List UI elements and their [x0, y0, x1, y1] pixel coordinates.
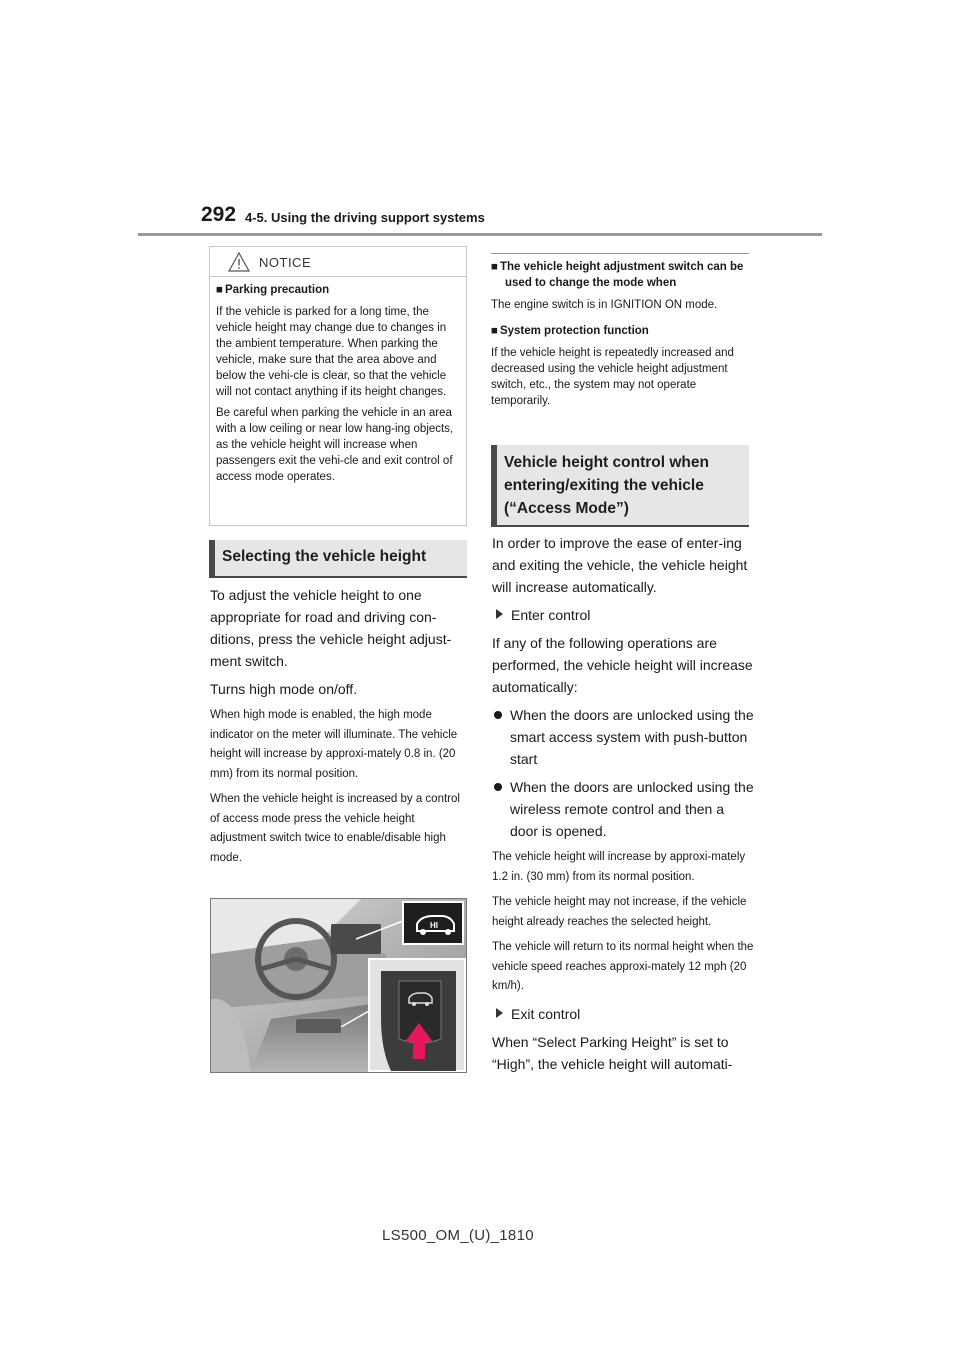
triangle-bullet-icon	[496, 609, 503, 619]
bullet-item-2: When the doors are unlocked using the wireless remote control and then a door is opened.	[492, 776, 754, 842]
header-divider	[138, 233, 822, 236]
access-mode-content	[492, 532, 754, 1081]
access-fine-3: The vehicle will return to its normal height when the vehicle speed reaches approxi-mately 12 mph (20 km/h).	[492, 941, 754, 992]
right-column-divider	[491, 253, 749, 254]
selecting-content	[210, 584, 468, 874]
note-paragraph-2: If the vehicle height is repeatedly increased and decreased using the vehicle height adjustment switch, etc., the system may not operate temporarily.	[491, 347, 734, 407]
selecting-paragraph-2: Turns high mode on/off.	[210, 681, 358, 697]
selecting-paragraph-1: To adjust the vehicle height to one appropriate for road and driving con-ditions, press the vehicle height adjust-ment switch.	[210, 587, 452, 669]
notice-label: NOTICE	[259, 255, 312, 270]
access-mode-heading: Vehicle height control when entering/exiting the vehicle (“Access Mode”)	[504, 454, 709, 517]
selecting-heading-bar	[209, 540, 467, 576]
selecting-heading-underline	[209, 576, 467, 578]
notice-paragraph-1: If the vehicle is parked for a long time, the vehicle height may change due to changes in the ambient temperature. When parking the vehicle, make sure that the area above and below the vehi-cle is clear, so that the vehicle will not contact anything if its height changes.	[216, 306, 447, 398]
bullet-dot-icon	[494, 711, 502, 719]
triangle-bullet-icon	[496, 1008, 503, 1018]
enter-control-label: Enter control	[492, 604, 754, 626]
access-mode-heading-underline	[491, 525, 749, 527]
bullet-dot-icon	[494, 783, 502, 791]
selecting-paragraph-3: When high mode is enabled, the high mode indicator on the meter will illuminate. The vehicle height will increase by approxi-mately 0.8 in. (20 mm) from its normal position.	[210, 709, 458, 780]
note-heading-2: ■ System protection function	[491, 325, 649, 337]
access-mode-heading-bar	[491, 445, 749, 525]
cabin-drawing	[211, 899, 466, 1072]
right-notes	[491, 259, 749, 414]
enter-control-paragraph: If any of the following operations are performed, the vehicle height will increase automatically:	[492, 635, 753, 695]
cabin-illustration	[210, 898, 467, 1073]
document-code: LS500_OM_(U)_1810	[382, 1227, 534, 1244]
exit-control-label: Exit control	[492, 1003, 754, 1025]
note-heading-1: ■ The vehicle height adjustment switch can be used to change the mode when	[491, 261, 744, 289]
hi-label: HI	[430, 921, 438, 930]
bullet-item-1: When the doors are unlocked using the smart access system with push-button start	[492, 704, 754, 770]
notice-box	[209, 246, 467, 526]
notice-paragraph-2: Be careful when parking the vehicle in an area with a low ceiling or near low hang-ing objects, as the vehicle height will increase when passengers exit the vehi-cle and exit control of access mode operates.	[216, 407, 454, 483]
notice-heading: ■ Parking precaution	[216, 284, 330, 296]
access-intro: In order to improve the ease of enter-ing and exiting the vehicle, the vehicle height will increase automatically.	[492, 535, 748, 595]
notice-header	[210, 247, 466, 277]
exit-control-paragraph: When “Select Parking Height” is set to “High”, the vehicle height will automati-	[492, 1033, 733, 1072]
selecting-heading: Selecting the vehicle height	[222, 548, 427, 565]
notice-body	[216, 282, 462, 490]
selecting-paragraph-4: When the vehicle height is increased by a control of access mode press the vehicle height adjustment switch twice to enable/disable high mode.	[210, 793, 460, 864]
section-title: 4-5. Using the driving support systems	[245, 210, 485, 225]
access-fine-2: The vehicle height may not increase, if the vehicle height already reaches the selected height.	[492, 896, 747, 928]
warning-triangle-icon	[228, 252, 250, 272]
page-number: 292	[201, 203, 237, 226]
access-fine-1: The vehicle height will increase by approxi-mately 1.2 in. (30 mm) from its normal position.	[492, 851, 746, 883]
note-paragraph-1: The engine switch is in IGNITION ON mode.	[491, 299, 718, 311]
